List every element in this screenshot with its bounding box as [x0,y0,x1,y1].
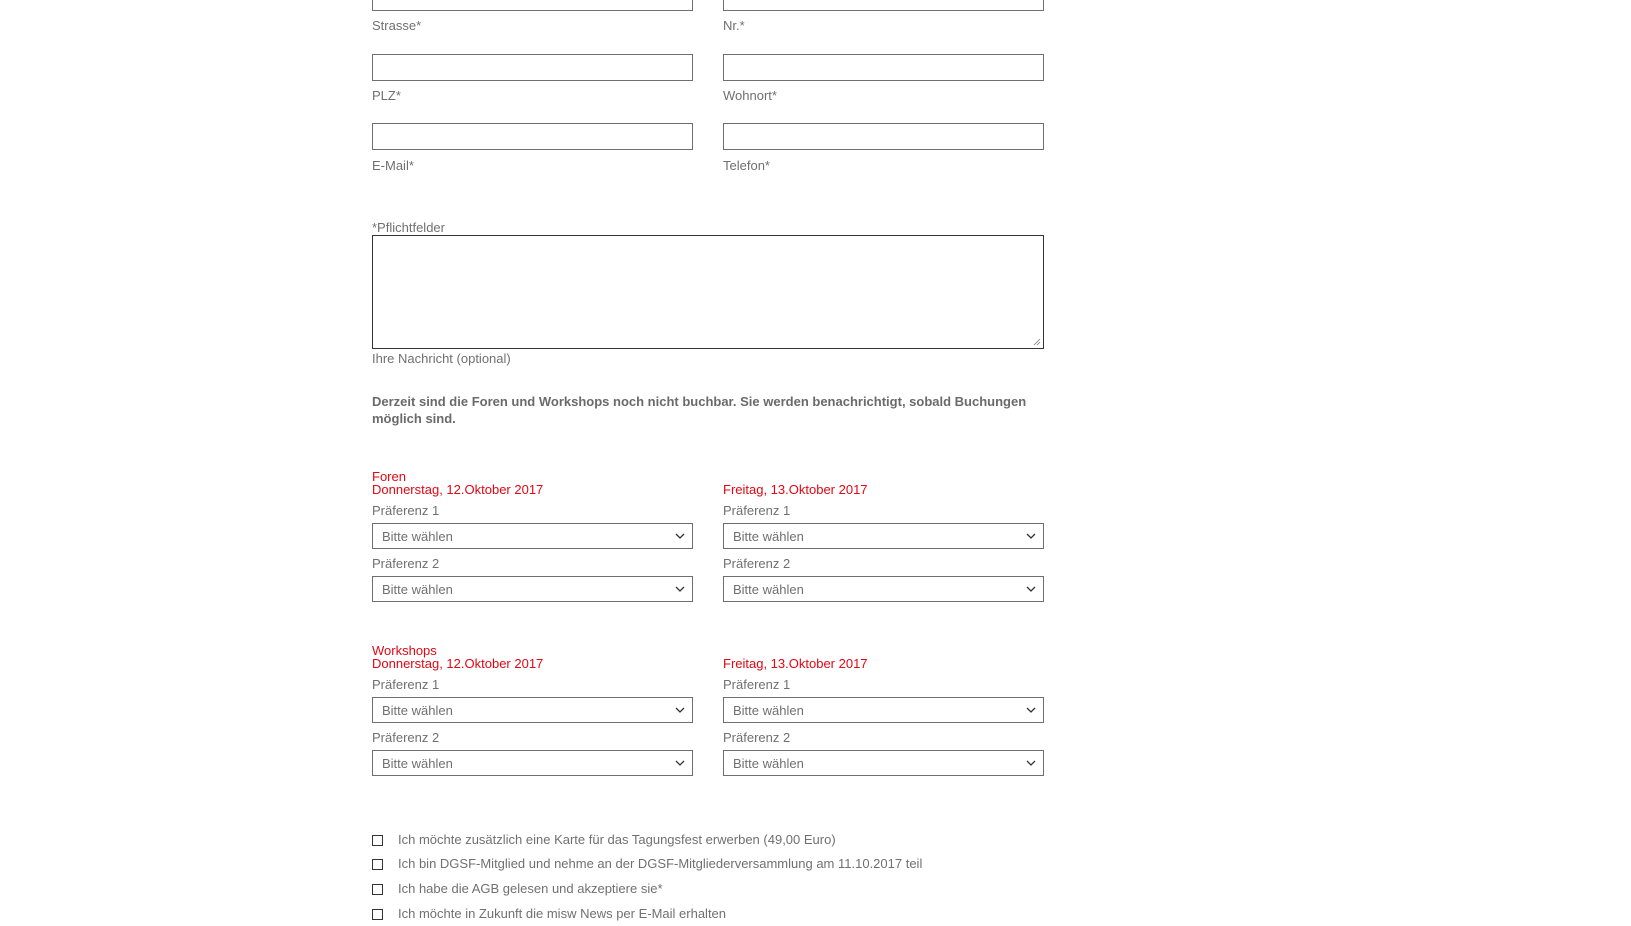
required-note: *Pflichtfelder [372,220,445,235]
select-value: Bitte wählen [382,756,453,771]
chevron-down-icon [1026,585,1036,593]
city-field[interactable] [723,123,1044,150]
street-field[interactable] [372,54,693,81]
number-field[interactable] [723,54,1044,81]
chevron-down-icon [1026,706,1036,714]
workshops-day2-pref1-select[interactable] [723,697,1044,723]
select-value: Bitte wählen [382,703,453,718]
chevron-down-icon [675,706,685,714]
chevron-down-icon [675,759,685,767]
chevron-down-icon [675,585,685,593]
workshops-title: Workshops [372,643,437,658]
dgsf-member-label: Ich bin DGSF-Mitglied und nehme an der DGSF-Mitgliederversammlung am 11.10.2017 teil [398,856,923,871]
street-label: Strasse* [372,18,422,33]
select-value: Bitte wählen [733,703,804,718]
chevron-down-icon [1026,532,1036,540]
workshops-day2-pref2-label: Präferenz 2 [723,730,791,745]
festival-ticket-label: Ich möchte zusätzlich eine Karte für das Tagungsfest erwerben (49,00 Euro) [398,832,836,847]
select-value: Bitte wählen [733,756,804,771]
foren-day2-pref2-select[interactable] [723,576,1044,602]
foren-day2-pref2-label: Präferenz 2 [723,556,791,571]
chevron-down-icon [1026,759,1036,767]
dgsf-member-checkbox[interactable] [372,859,383,870]
workshops-day2-heading: Freitag, 13.Oktober 2017 [723,656,868,671]
foren-day1-pref1-select[interactable] [372,523,693,549]
zip-label: PLZ* [372,88,401,103]
city-label: Wohnort* [723,88,777,103]
festival-ticket-checkbox[interactable] [372,835,383,846]
foren-day2-pref1-select[interactable] [723,523,1044,549]
select-value: Bitte wählen [733,529,804,544]
foren-day2-heading: Freitag, 13.Oktober 2017 [723,482,868,497]
foren-day2-pref1-label: Präferenz 1 [723,503,791,518]
select-value: Bitte wählen [382,582,453,597]
chevron-down-icon [675,532,685,540]
foren-title: Foren [372,469,406,484]
resize-grip-icon[interactable] [1033,338,1041,346]
agb-label: Ich habe die AGB gelesen und akzeptiere sie* [398,881,663,896]
booking-notice: Derzeit sind die Foren und Workshops noch nicht buchbar. Sie werden benachrichtigt, sobald Buchungen möglich sind. [372,394,1027,426]
email-label: E-Mail* [372,158,414,173]
workshops-day1-heading: Donnerstag, 12.Oktober 2017 [372,656,544,671]
first-name-field[interactable] [372,0,693,11]
zip-field[interactable] [372,123,693,150]
workshops-day2-pref1-label: Präferenz 1 [723,677,791,692]
foren-day1-pref1-label: Präferenz 1 [372,503,440,518]
foren-day1-heading: Donnerstag, 12.Oktober 2017 [372,482,544,497]
foren-day1-pref2-label: Präferenz 2 [372,556,440,571]
workshops-day1-pref1-label: Präferenz 1 [372,677,440,692]
workshops-day1-pref1-select[interactable] [372,697,693,723]
workshops-day1-pref2-select[interactable] [372,750,693,776]
last-name-field[interactable] [723,0,1044,11]
number-label: Nr.* [723,18,745,33]
phone-label: Telefon* [723,158,770,173]
select-value: Bitte wählen [733,582,804,597]
workshops-day1-pref2-label: Präferenz 2 [372,730,440,745]
agb-checkbox[interactable] [372,884,383,895]
foren-day1-pref2-select[interactable] [372,576,693,602]
select-value: Bitte wählen [382,529,453,544]
newsletter-checkbox[interactable] [372,909,383,920]
newsletter-label: Ich möchte in Zukunft die misw News per E-Mail erhalten [398,906,727,921]
message-textarea[interactable] [372,235,1044,349]
workshops-day2-pref2-select[interactable] [723,750,1044,776]
message-label: Ihre Nachricht (optional) [372,351,511,366]
